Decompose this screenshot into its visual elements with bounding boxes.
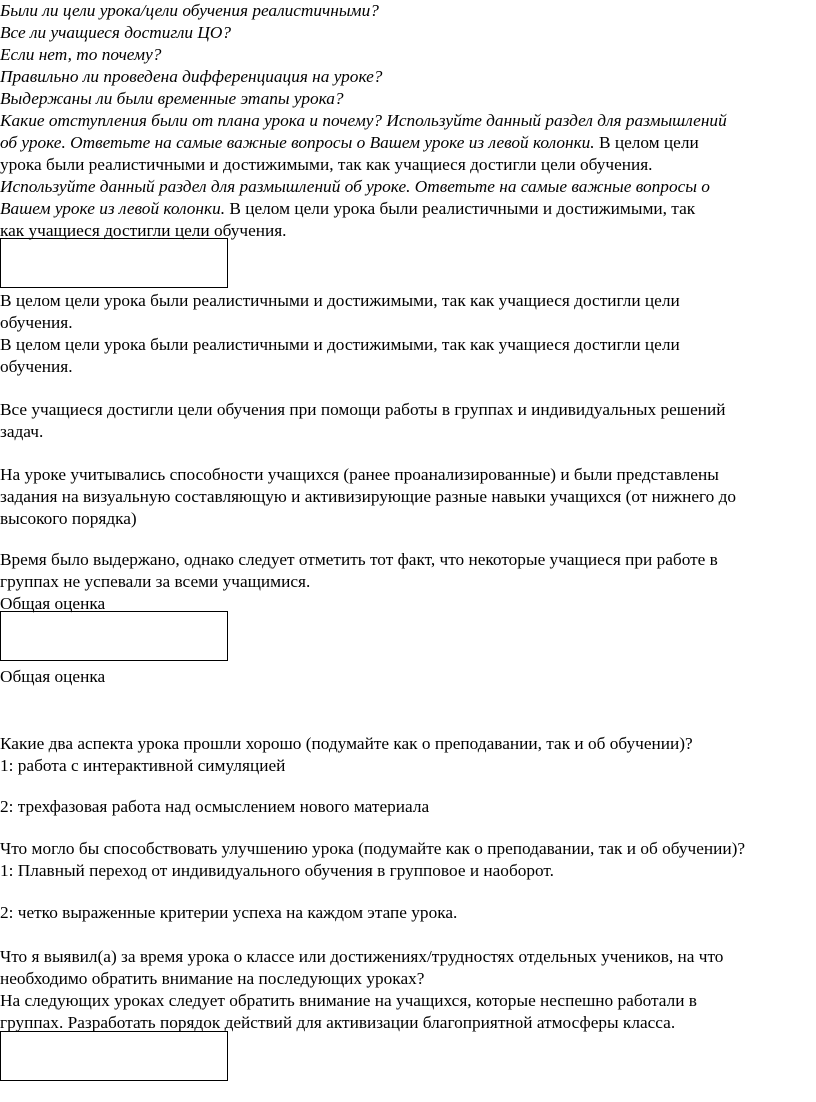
reflection-line-2 — [0, 132, 699, 154]
question-1: Были ли цели урока/цели обучения реалистичными? — [0, 1, 379, 20]
question-4: Правильно ли проведена дифференциация на уроке? — [0, 67, 383, 86]
question-3: Если нет, то почему? — [0, 45, 162, 64]
image-placeholder-frame — [0, 1031, 228, 1081]
para3-line1: Время было выдержано, однако следует отметить тот факт, что некоторые учащиеся при работе в — [0, 550, 718, 569]
improve-answer-2: 2: четко выраженные критерии успеха на каждом этапе урока. — [0, 903, 458, 922]
para1-line2: задач. — [0, 422, 44, 441]
overall-label-2: Общая оценка — [0, 667, 106, 686]
well-question: Какие два аспекта урока прошли хорошо (подумайте как о преподавании, так и об обучении)? — [0, 734, 693, 753]
reflection-prompt-repeat-2: Вашем уроке из левой колонки. — [0, 199, 226, 218]
reflection-line-repeat-2 — [0, 198, 695, 220]
goals-text-d: как учащиеся достигли цели обучения. — [0, 221, 287, 240]
learned-answer-line1: На следующих уроках следует обратить внимание на учащихся, которые неспешно работали в — [0, 991, 697, 1010]
learned-question-line2: необходимо обратить внимание на последующих уроках? — [0, 969, 425, 988]
para1-line1: Все учащиеся достигли цели обучения при помощи работы в группах и индивидуальных решений — [0, 400, 726, 419]
improve-question: Что могло бы способствовать улучшению урока (подумайте как о преподавании, так и об обучении)? — [0, 839, 746, 858]
goals-text-g: В целом цели урока были реалистичными и достижимыми, так как учащиеся достигли цели — [0, 335, 680, 354]
learned-question-line1: Что я выявил(а) за время урока о классе или достижениях/трудностях отдельных учеников, на что — [0, 947, 724, 966]
question-5: Выдержаны ли были временные этапы урока? — [0, 89, 344, 108]
image-placeholder-frame — [0, 611, 228, 661]
question-2: Все ли учащиеся достигли ЦО? — [0, 23, 231, 42]
para3-line2: группах не успевали за всеми учащимися. — [0, 572, 311, 591]
well-answer-2: 2: трехфазовая работа над осмыслением нового материала — [0, 797, 430, 816]
goals-text-b: урока были реалистичными и достижимыми, так как учащиеся достигли цели обучения. — [0, 155, 653, 174]
improve-answer-1: 1: Плавный переход от индивидуального обучения в групповое и наоборот. — [0, 861, 555, 880]
overall-label-1: Общая оценка — [0, 594, 106, 613]
reflection-prompt-repeat-1: Используйте данный раздел для размышлений об уроке. Ответьте на самые важные вопросы о — [0, 177, 710, 196]
learned-answer-line2: группах. Разработать порядок действий для активизации благоприятной атмосферы класса. — [0, 1013, 676, 1032]
para2-line2: задания на визуальную составляющую и активизирующие разные навыки учащихся (от нижнего до — [0, 487, 737, 506]
goals-text-a: В целом цели — [598, 133, 699, 152]
well-answer-1: 1: работа с интерактивной симуляцией — [0, 756, 286, 775]
para2-line3: высокого порядка) — [0, 509, 137, 528]
image-placeholder-frame — [0, 238, 228, 288]
goals-text-e: В целом цели урока были реалистичными и достижимыми, так как учащиеся достигли цели — [0, 291, 680, 310]
question-6: Какие отступления были от плана урока и почему? — [0, 111, 383, 130]
reflection-prompt-part2: об уроке. Ответьте на самые важные вопросы о Вашем уроке из левой колонки. — [0, 133, 595, 152]
question-6-line — [0, 110, 727, 132]
reflection-prompt-part1: Используйте данный раздел для размышлений — [386, 111, 727, 130]
para2-line1: На уроке учитывались способности учащихся (ранее проанализированные) и были представлены — [0, 465, 719, 484]
goals-line-e — [0, 290, 680, 312]
goals-text-h: обучения. — [0, 357, 73, 376]
goals-text-c: В целом цели урока были реалистичными и достижимыми, так — [229, 199, 696, 218]
goals-text-f: обучения. — [0, 313, 73, 332]
